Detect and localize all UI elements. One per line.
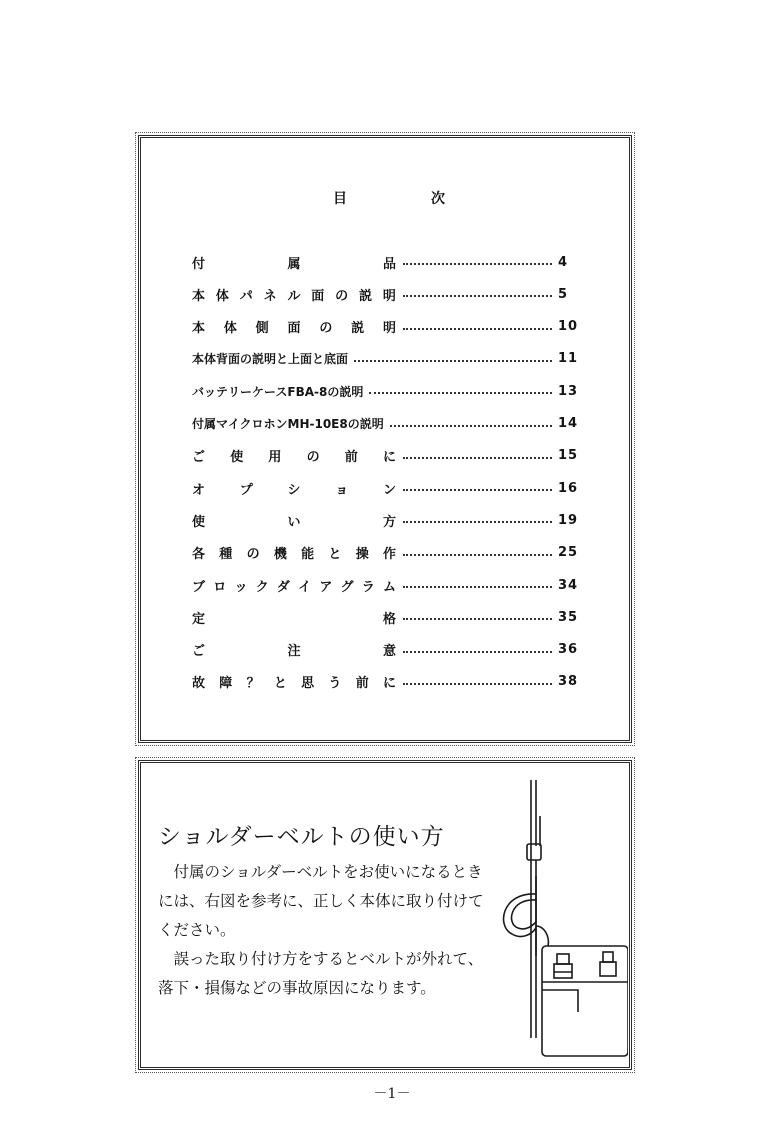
- toc-entry-page: 16: [558, 480, 579, 496]
- toc-entry-page: 19: [558, 512, 579, 528]
- toc-entry-label: 付 属 品: [192, 256, 397, 272]
- toc-entry-label: 本 体 パ ネ ル 面 の 説 明: [192, 288, 397, 304]
- toc-title-char-2: 次: [431, 191, 445, 207]
- toc-entry: [192, 316, 580, 338]
- toc-entry-label: 本体背面の説明と上面と底面: [192, 352, 349, 367]
- toc-entry-page: 34: [558, 577, 579, 593]
- toc-entry: [192, 251, 580, 273]
- toc-entry-page: 11: [558, 351, 579, 367]
- toc-entry-label: ご 使 用 の 前 に: [192, 450, 397, 466]
- radio-belt-illustration: [488, 776, 628, 1066]
- toc-leader-dots: [369, 392, 552, 394]
- toc-entry-page: 4: [558, 254, 569, 270]
- toc-leader-dots: [390, 425, 552, 427]
- toc-entry-page: 5: [558, 286, 569, 302]
- toc-entry-label: ご 注 意: [192, 644, 397, 660]
- toc-entry: [192, 639, 580, 661]
- toc-entry-label: 本 体 側 面 の 説 明: [192, 321, 397, 337]
- section-title: ショルダーベルトの使い方: [158, 824, 445, 850]
- toc-entry-page: 35: [558, 609, 579, 625]
- toc-entry-label: オ プ シ ョ ン: [192, 482, 397, 498]
- toc-leader-dots: [403, 263, 552, 265]
- toc-entry: [192, 380, 580, 402]
- toc-leader-dots: [403, 651, 552, 653]
- toc-entry: [192, 574, 580, 596]
- toc-entry: [192, 477, 580, 499]
- toc-entry-label: ブ ロ ッ ク ダ イ ア グ ラ ム: [192, 579, 397, 595]
- toc-entry-page: 36: [558, 642, 579, 658]
- toc-entry: [192, 445, 580, 467]
- toc-entry-page: 15: [558, 448, 579, 464]
- toc-entry: [192, 348, 580, 370]
- toc-entry-label: バッテリーケースFBA-8の説明: [192, 384, 364, 399]
- toc-entry: [192, 283, 580, 305]
- toc-leader-dots: [403, 328, 552, 330]
- section-paragraph: 誤った取り付け方をするとベルトが外れて、落下・損傷などの事故原因になります。: [158, 950, 484, 997]
- toc-entry: [192, 671, 580, 693]
- toc-leader-dots: [403, 618, 552, 620]
- toc-leader-dots: [403, 295, 552, 297]
- toc-entry-label: 故 障 ？ と 思 う 前 に: [192, 676, 397, 692]
- section-body: [158, 858, 488, 1003]
- toc-entry-label: 付属マイクロホンMH-10E8の説明: [192, 417, 384, 431]
- section-paragraph: 付属のショルダーベルトをお使いになるときには、右図を参考に、正しく本体に取り付けてください。: [158, 863, 484, 939]
- toc-leader-dots: [403, 683, 552, 685]
- toc-title: [0, 188, 784, 208]
- toc-leader-dots: [354, 360, 552, 362]
- toc-entry-label: 各 種 の 機 能 と 操 作: [192, 547, 397, 563]
- toc-entry-page: 13: [558, 383, 579, 399]
- toc-entry-page: 10: [558, 319, 579, 335]
- toc-leader-dots: [403, 554, 552, 556]
- toc-leader-dots: [403, 521, 552, 523]
- toc-entry: [192, 413, 580, 435]
- toc-leader-dots: [403, 489, 552, 491]
- toc-entry: [192, 509, 580, 531]
- toc-entry-page: 14: [558, 416, 579, 431]
- toc-leader-dots: [403, 457, 552, 459]
- toc-entry: [192, 606, 580, 628]
- toc-title-char-1: 目: [333, 191, 347, 207]
- toc-entry-page: 25: [558, 545, 579, 561]
- toc-leader-dots: [403, 586, 552, 588]
- toc-entry-label: 使 い 方: [192, 514, 397, 530]
- toc-entry: [192, 542, 580, 564]
- toc-entry-page: 38: [558, 674, 579, 690]
- toc-entry-label: 定 格: [192, 611, 397, 627]
- page-number: －1－: [373, 1086, 411, 1102]
